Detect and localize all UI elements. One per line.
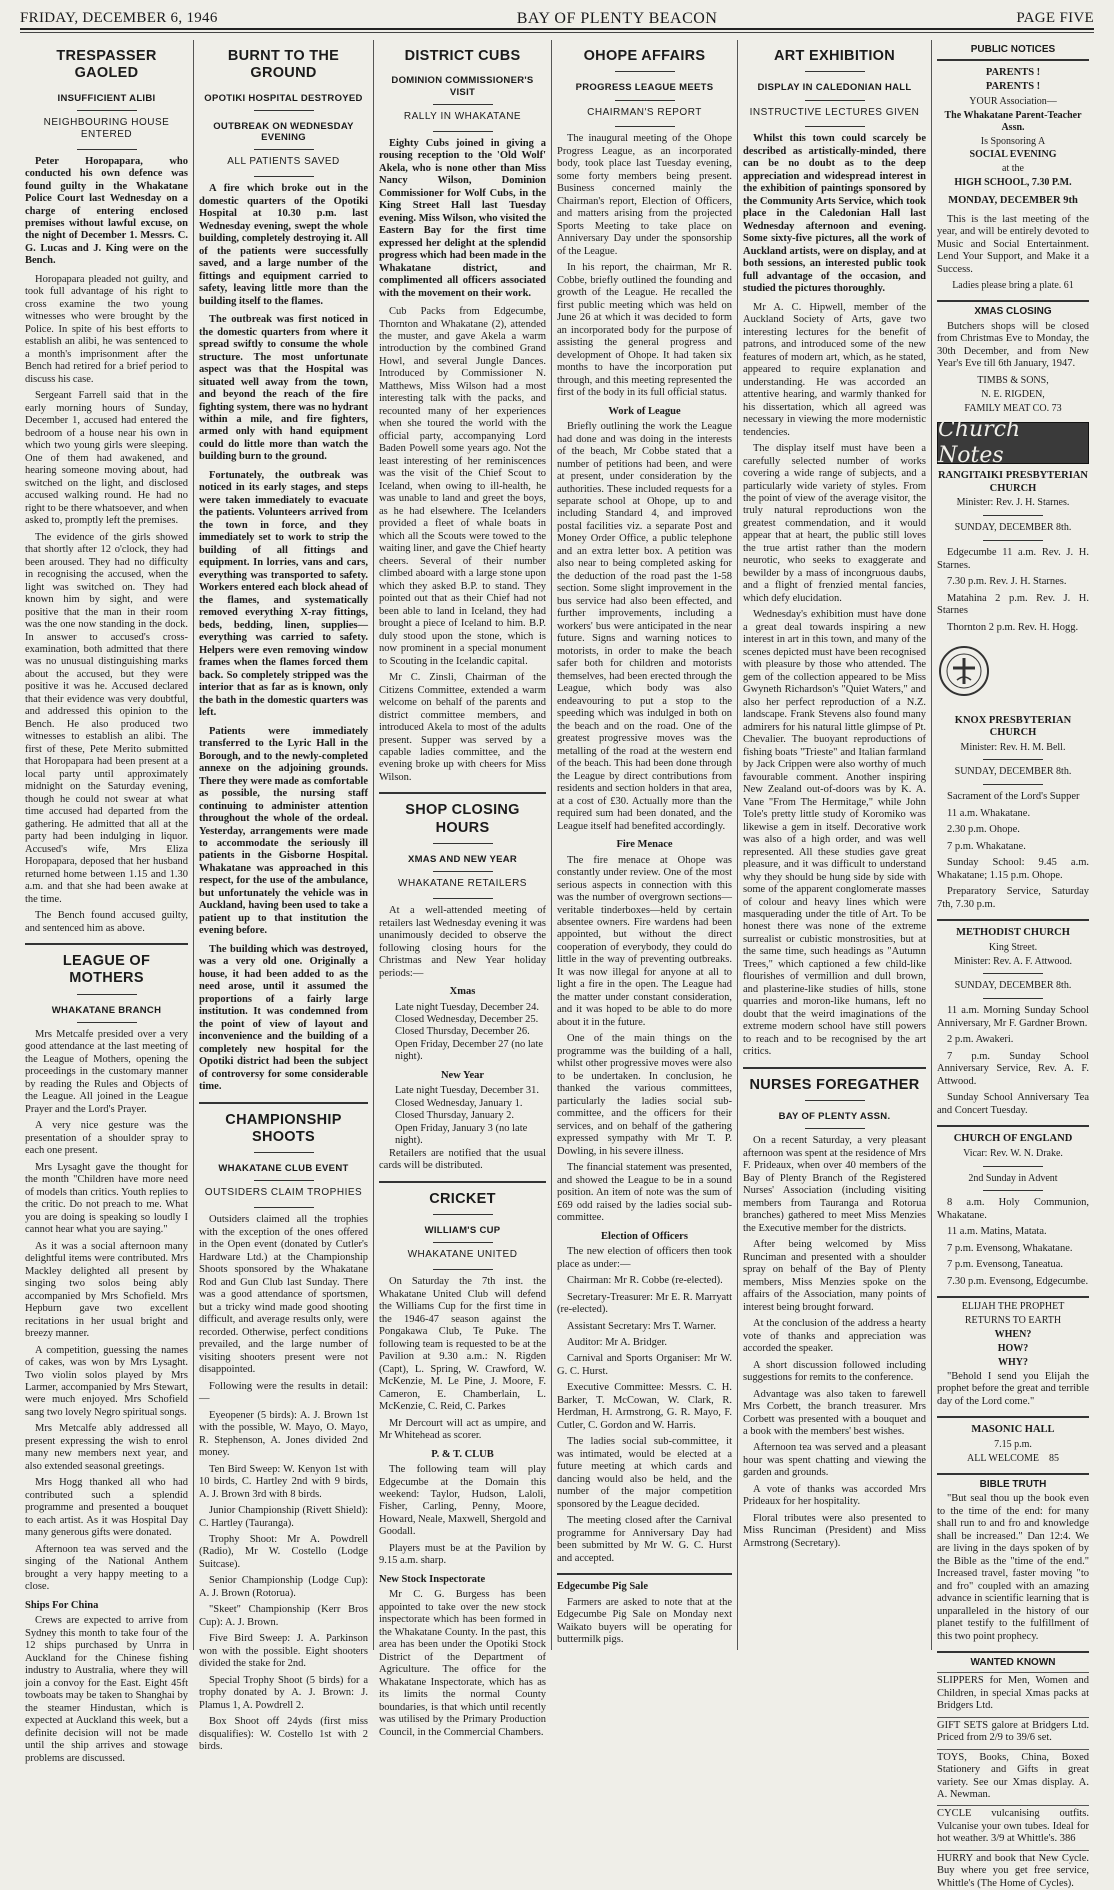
divider — [77, 149, 137, 150]
methodist-minister: Minister: Rev. A. F. Attwood. — [953, 955, 1072, 967]
church-notes-banner — [937, 417, 1089, 469]
ships-paragraph: Crews are expected to arrive from Sydney this month to take four of the 12 ships purchased by Unrra in Auckland for the Chinese fishing industry to Australia, where they will join a convoy for the East. Eight 45ft towboats may be taken to Shanghai by the steamer Hindustan, which is expected at Auckland this week, but a definite decision will not be made until the ship arrives and stowage problems are discussed. — [25, 1615, 188, 1764]
divider — [77, 110, 137, 111]
fire-subhead-2: OUTBREAK ON WEDNESDAY EVENING — [213, 120, 354, 144]
nurses-paragraph: Floral tributes were also presented to Miss Runciman (President) and Miss Armstrong (Secretary). — [743, 1512, 926, 1549]
pt-club-sidehead: P. & T. CLUB — [431, 1448, 494, 1460]
nurses-headline: NURSES FOREGATHER — [749, 1076, 920, 1093]
coe-line: 7 p.m. Evensong, Whakatane. — [947, 1242, 1073, 1254]
divider — [983, 1190, 1043, 1191]
art-paragraph: Mr A. C. Hipwell, member of the Auckland Society of Arts, gave two interesting lectures for the benefit of patrons, and introduced some of the new features of modern art, which, as he stated, appeared to require explanation and understanding. He was accorded an attentive hearing, and warmly thanked for his dissertation, which all agreed was necessary in viewing the more modernistic tendencies. — [743, 301, 926, 438]
masonic-welcome — [937, 1453, 1089, 1465]
rangitaiki-title: RANGITAIKI PRESBYTERIAN CHURCH — [937, 470, 1089, 494]
church-notes-title: Church Notes — [938, 417, 1021, 469]
classified-text: CYCLE vulcanising outfits. Vulcanise your own tubes. Ideal for hot weather. 3/9 at Whittle's. 386 — [937, 1808, 1089, 1845]
section-rule — [937, 1125, 1089, 1127]
cricket-paragraph: On Saturday the 7th inst. the Whakatane United Club will defend the Williams Cup for the first time in the 1946-47 season against the Pongakawa Club, Te Puke. The following team is requested to be at the Pavilion at 9.30 a.m.: N. Rigden (Capt), L. Spring, W. Crawford, W. McKenzie, M. Le Pine, J. Moore, F. Cameron, E. Chamberlain, L. McKenzie, C. Reid, C. Parkes — [379, 1276, 546, 1413]
new-year-line: Closed Thursday, January 2. — [395, 1110, 514, 1122]
nurses-paragraph: After being welcomed by Miss Runciman and presented with a shoulder spray on behalf of the Bay of Plenty members, Miss Menzies spoke on the affairs of the Association, many points of interest being brought forward. — [743, 1239, 926, 1313]
rangitaiki-line: 7.30 p.m. Rev. J. H. Starnes. — [947, 576, 1067, 588]
fire-lead: Patients were immediately transferred to the Lyric Hall in the Borough, and to the newly-completed annexe on the adjoining grounds. There they were made as comfortable as possible, the nursing staff continuing to administer attention throughout the whole of the ordeal. Yesterday, arrangements were made to accommodate the seriously ill patients in the Gisborne Hospital. Whakatane was approached in this respect, for the use of the ambulance, but unfortunately the vehicle was in Auckland, having been used to take a patient up to that institution the evening before. — [199, 725, 368, 937]
methodist-line: 7 p.m. Sunday School Anniversary Service, Rev. A. F. Attwood. — [937, 1050, 1089, 1087]
ohope-paragraph: The inaugural meeting of the Ohope Progress League, as an incorporated body, took place last Tuesday evening, some forty members being present. Business concerned mainly the Chairman's report, Election of Officers, and matters arising from the projected Sports Meeting to take place on Anniversary Day under the sponsorship of the League. — [557, 133, 732, 257]
classified-ad — [937, 1672, 1089, 1712]
classified-text: SLIPPERS for Men, Women and Children, in special Xmas packs at Bridgers Ltd. — [937, 1675, 1089, 1712]
league-paragraph: Mrs Metcalfe presided over a very good attendance at the last meeting of the League of Mothers, opening the proceedings in the customary manner by reading the Rules and Objects of the League. All joined in the League Prayer and the Lord's Prayer. — [25, 1028, 188, 1115]
shop-hours-note: Retailers are notified that the usual cards will be distributed. — [379, 1147, 546, 1172]
trespasser-paragraph: The evidence of the girls showed that shortly after 12 o'clock, they had been aroused. They had no difficulty in recognising the accused, when the light was switched on. They had known him by sight, and were positive that the man in their room was the one now standing in the dock. In answer to accused's cross-examination, both admitted that there was no unusual distinguishing marks about the accused, but they were positive it was he. Accused declared that their evidence was very doubtful, and addressed this opinion to the Bench. He also produced two witnesses to establish an alibi. The first of these, Pete Merito submitted that Horopapara had been present at a local party until approximately midnight on the Saturday evening, though he could not swear at what time accused had departed from the gathering. He admitted that all at the party had been indulging in liquor. Accused's wife, Mrs Eliza Horopapara, deposed that her husband returned home between 1.15 and 1.30 a.m. and that she had been awake at the time. — [25, 531, 188, 905]
new-year-line: Open Friday, January 3 (no late night). — [395, 1122, 528, 1147]
column-4 — [551, 40, 737, 1650]
section-rule — [199, 1102, 368, 1104]
parents-line: PARENTS ! — [985, 66, 1041, 78]
cricket-subhead-2: WHAKATANE UNITED — [407, 1249, 518, 1261]
divider — [254, 149, 314, 150]
divider — [433, 104, 493, 105]
section-rule — [937, 919, 1089, 921]
bible-truth-title: BIBLE TRUTH — [979, 1478, 1047, 1490]
fire-lead: Fortunately, the outbreak was noticed in its early stages, and steps were taken immediately to evacuate the patients. Volunteers arrived from the town in force, and they immediately set to work to strip the building of all fittings and equipment. In lorries, vans and cars, everything was transported to safety. Workers entered each block ahead of the flames, and systematically removed everything X-ray fittings, beds, bedding, linen, supplies—everything was carried to safety. Helpers were even removing window frames when the flames forced them back. So completely stripped was the interior that as far as is known, only the bath in the domestic quarters was left. — [199, 469, 368, 719]
election-line: Assistant Secretary: Mrs T. Warner. — [567, 1320, 717, 1332]
section-rule — [937, 1416, 1089, 1418]
pt-club-paragraph: The following team will play Edgecumbe at the Domain this weekend: Taylor, Hudson, Laloli, Fisher, Carling, Penny, Moore, Howard, Neale, Maxwell, Shergold and Goodall. — [379, 1464, 546, 1538]
shoots-subhead: WHAKATANE CLUB EVENT — [218, 1163, 349, 1175]
xmas-closing-signature: FAMILY MEAT CO. 73 — [964, 402, 1062, 414]
divider — [254, 1180, 314, 1181]
parents-footer: Ladies please bring a plate. 61 — [952, 280, 1074, 291]
divider — [983, 998, 1043, 999]
shoots-result: Box Shoot off 24yds (first miss disqualifies): W. Costello 1st with 2 birds. — [199, 1716, 368, 1753]
shoots-result: Five Bird Sweep: J. A. Parkinson won with the possible. Eight shooters divided the stake for 2nd. — [199, 1633, 368, 1670]
election-line: The ladies social sub-committee, it was intimated, would be elected at a future meeting at which cards and dancing would also be held, and the number of the major competition sponsored by the League decided. — [557, 1436, 732, 1510]
knox-line: Preparatory Service, Saturday 7th, 7.30 p.m. — [937, 886, 1089, 910]
divider — [254, 1152, 314, 1153]
cricket-paragraph: Mr Dercourt will act as umpire, and Mr Whitehead as scorer. — [379, 1417, 546, 1442]
nurses-paragraph: On a recent Saturday, a very pleasant afternoon was spent at the residence of Mrs F. Prideaux, when over 40 members of the Bay of Plenty Branch of the Registered Nurses' Association (including visiting members from Tauranga and Rotorua branches) gathered to meet Miss Menzies the Executive member for the districts. — [743, 1135, 926, 1234]
masonic-ad-number: 85 — [1048, 1452, 1059, 1464]
newspaper-name: BAY OF PLENTY BEACON — [516, 9, 718, 27]
work-sidehead: Work of League — [608, 405, 681, 417]
parents-line: at the — [1002, 163, 1024, 175]
divider — [433, 843, 493, 844]
election-line: Secretary-Treasurer: Mr E. R. Marryatt (re-elected). — [557, 1291, 732, 1316]
divider — [254, 1207, 314, 1208]
league-paragraph: Afternoon tea was served and the singing of the National Anthem brought a very happy meeting to a close. — [25, 1543, 188, 1593]
fire-headline: BURNT TO THE GROUND — [227, 48, 340, 82]
parents-line: The Whakatane Parent-Teacher Assn. — [944, 109, 1082, 133]
trespasser-subhead-2: NEIGHBOURING HOUSE ENTERED — [43, 116, 170, 140]
nurses-paragraph: A short discussion followed including suggestions for remits to the conference. — [743, 1359, 926, 1384]
knox-minister: Minister: Rev. H. M. Bell. — [960, 741, 1066, 753]
coe-line: 8 a.m. Holy Communion, Whakatane. — [937, 1197, 1089, 1221]
xmas-line: Late night Tuesday, December 24. — [395, 1001, 539, 1013]
ohope-headline: OHOPE AFFAIRS — [583, 48, 706, 64]
section-rule — [937, 1651, 1089, 1653]
league-paragraph: Mrs Lysaght gave the thought for the month "Children have more need of models than critics. Youth replies to the critic. Do not preach to me. What you are doing is speaking so loudly I cannot hear what you are saying." — [25, 1161, 188, 1236]
xmas-closing-title: XMAS CLOSING — [974, 305, 1052, 317]
classified-ad — [937, 1805, 1089, 1845]
classified-ad — [937, 1717, 1089, 1745]
section-rule — [937, 1296, 1089, 1298]
trespasser-paragraph: Sergeant Farrell said that in the early morning hours of Sunday, December 1, accused had entered the bedroom of a house near his own in which two young girls were sleeping. One of them had awakened, and hearing someone moving about, had switched on the light, and disclosed accused walking round. He had no right to be there whatsoever, and when asked to, promptly left the premises. — [25, 390, 188, 527]
rangitaiki-line: Thornton 2 p.m. Rev. H. Hogg. — [947, 621, 1079, 633]
rangitaiki-date: SUNDAY, DECEMBER 8th. — [954, 522, 1072, 534]
methodist-title: METHODIST CHURCH — [956, 927, 1070, 939]
elijah-line: ELIJAH THE PROPHET — [961, 1301, 1065, 1313]
column-5 — [737, 40, 931, 1650]
classified-ad — [937, 1850, 1089, 1890]
fire-menace-sidehead: Fire Menace — [616, 839, 673, 851]
public-notices-title: PUBLIC NOTICES — [970, 44, 1056, 55]
divider — [615, 71, 675, 72]
church-crest-icon — [937, 644, 991, 698]
divider — [805, 126, 865, 127]
divider — [805, 100, 865, 101]
divider — [983, 973, 1043, 974]
wanted-known-title: WANTED KNOWN — [970, 1657, 1056, 1669]
section-rule — [379, 1181, 546, 1183]
fire-menace-paragraph: One of the main things on the programme was the building of a hall, whilst other progressive moves were also to be undertaken. In conclusion, he thanked the various committees, particularly the ladies social sub-committee, and the officers for their services, and on behalf of the gathering expressed sympathy with Mr T. P. Dowling, in his severe illness. — [557, 1033, 732, 1157]
divider — [77, 1022, 137, 1023]
divider — [983, 784, 1043, 785]
trespasser-subhead: INSUFFICIENT ALIBI — [57, 92, 156, 104]
pt-club-paragraph: Players must be at the Pavilion by 9.15 a.m. sharp. — [379, 1542, 546, 1567]
xmas-closing-body: Butchers shops will be closed from Christmas Eve to Monday, the 30th December, and from New Year's Eve till 6th January, 1947. — [937, 320, 1089, 370]
trespasser-paragraph: The Bench found accused guilty, and sentenced him as above. — [25, 910, 188, 934]
art-headline: ART EXHIBITION — [773, 48, 895, 64]
divider — [433, 131, 493, 132]
cubs-headline: DISTRICT CUBS — [404, 48, 521, 64]
elijah-line: HOW? — [997, 1343, 1029, 1355]
cubs-lead: Eighty Cubs joined in giving a rousing reception to the 'Old Wolf' Akela, who is none other than Miss Nancy Wilson, Dominion Commissioner for Wolf Cubs, in the King Street Hall last Tuesday evening. Miss Wilson, who visited the Eastern Bay for the first time expressed her delight at the splendid progress which had been made in the Whakatane district, and complimented all officers associated with the movement on their work. — [379, 137, 546, 299]
masthead-rule — [20, 32, 1094, 33]
parents-date: MONDAY, DECEMBER 9th — [948, 195, 1078, 207]
section-rule — [25, 943, 188, 945]
parents-line: HIGH SCHOOL, 7.30 P.M. — [954, 177, 1072, 189]
league-paragraph: As it was a social afternoon many delightful items were contributed. Mrs Mackley delighted all present by singing two solos being ably accompanied by Mrs Schofield. Mrs Hepburn gave two excellent recitations in her usual bright and breezy manner. — [25, 1240, 188, 1340]
trespasser-headline: TRESPASSER GAOLED — [56, 48, 157, 82]
knox-line: Sacrament of the Lord's Supper — [947, 791, 1080, 803]
xmas-line: Closed Wednesday, December 25. — [395, 1014, 539, 1025]
rangitaiki-minister: Minister: Rev. J. H. Starnes. — [956, 497, 1070, 509]
art-subhead-2: INSTRUCTIVE LECTURES GIVEN — [749, 106, 920, 118]
shop-hours-headline: SHOP CLOSING HOURS — [405, 802, 520, 836]
column-6 — [931, 40, 1094, 1889]
xmas-sidehead: Xmas — [449, 986, 476, 998]
league-paragraph: Mrs Hogg thanked all who had contributed such a splendid programme and presented a bouquet to each artist. As it was Hospital Day many generous gifts were donated. — [25, 1477, 188, 1539]
bible-truth-body: "But seal thou up the book even to the time of the end: for many shall run to and fro and knowledge shall be increased." Dan 12:4. We are living in the days spoken of by the Bible as the "time of the end." Increased travel, faster moving "to and fro" coupled with an amazing advance in scientific learning that is unparalleled in the history of our planet testify to the fulfillment of this two point prophecy. — [937, 1493, 1089, 1642]
classified-text: HURRY and book that New Cycle. Buy where you get free service, Whittle's (The Home of Cycles). — [937, 1852, 1089, 1889]
methodist-date: SUNDAY, DECEMBER 8th. — [954, 980, 1072, 992]
divider — [254, 110, 314, 111]
classified-text: GIFT SETS galore at Bridgers Ltd. Priced from 2/9 to 39/6 set. — [937, 1719, 1089, 1744]
section-rule — [937, 1473, 1089, 1475]
nurses-paragraph: A vote of thanks was accorded Mrs Prideaux for her hospitality. — [743, 1483, 926, 1508]
masonic-title: MASONIC HALL — [971, 1424, 1055, 1436]
new-year-sidehead: New Year — [440, 1069, 485, 1081]
xmas-closing-signature: TIMBS & SONS, — [977, 374, 1049, 386]
column-3 — [373, 40, 551, 1738]
election-line: Chairman: Mr R. Cobbe (re-elected). — [567, 1275, 723, 1287]
methodist-line: 11 a.m. Morning Sunday School Anniversary, Mr F. Gardner Brown. — [937, 1005, 1089, 1029]
coe-vicar: Vicar: Rev. W. N. Drake. — [963, 1147, 1063, 1159]
coe-title: CHURCH OF ENGLAND — [953, 1133, 1073, 1145]
election-sidehead: Election of Officers — [601, 1230, 688, 1242]
column-1 — [20, 40, 193, 1764]
election-line: The meeting closed after the Carnival programme for Anniversary Day had been submitted by Mr W. G. C. Hurst and accepted. — [557, 1515, 732, 1564]
classified-ad — [937, 1749, 1089, 1802]
divider — [983, 759, 1043, 760]
shoots-subhead-2: OUTSIDERS CLAIM TROPHIES — [204, 1187, 363, 1199]
section-rule — [743, 1067, 926, 1069]
methodist-address: King Street. — [988, 941, 1038, 953]
ohope-subhead-2: CHAIRMAN'S REPORT — [587, 106, 702, 118]
divider — [433, 871, 493, 872]
coe-line: 11 a.m. Matins, Matata. — [947, 1226, 1047, 1238]
rangitaiki-line: Edgecumbe 11 a.m. Rev. J. H. Starnes. — [937, 547, 1089, 571]
knox-line: Sunday School: 9.45 a.m. Whakatane; 1.15 p.m. Ohope. — [937, 857, 1089, 881]
fire-lead: The outbreak was first noticed in the domestic quarters from where it spread swiftly to consume the whole structure. The most unfortunate aspect was that the Hospital was situated well away from the town, and beyond the reach of the fire fighting system, there was no hydrant within a mile, and fire fighters, armed only with hand equipment could do little more than watch the building burn to the ground. — [199, 314, 368, 463]
ohope-subhead: PROGRESS LEAGUE MEETS — [575, 82, 714, 94]
nurses-paragraph: At the conclusion of the address a hearty vote of thanks and appreciation was accorded the speaker. — [743, 1318, 926, 1355]
elijah-line: WHEN? — [994, 1329, 1032, 1341]
shoots-result: Eyeopener (5 birds): A. J. Brown 1st with the possible, W. Mayo, O. Mayo, R. Stephenson, A. Jones divided 2nd money. — [199, 1409, 368, 1459]
shop-hours-paragraph: At a well-attended meeting of retailers last Wednesday evening it was unanimously decided to observe the following closing hours for the Christmas and New Year holiday periods:— — [379, 905, 546, 979]
new-year-line: Late night Tuesday, December 31. — [395, 1085, 539, 1097]
coe-line: 7.30 p.m. Evensong, Edgecumbe. — [947, 1275, 1089, 1287]
parents-line: YOUR Association— — [969, 95, 1057, 107]
shoots-result: Senior Championship (Lodge Cup): A. J. Brown (Rotorua). — [199, 1575, 368, 1599]
divider — [77, 994, 137, 995]
fire-menace-paragraph: The financial statement was presented, and showed the League to be in a sound position. An item of note was the sum of £69 odd raised by the ladies social sub-committee. — [557, 1162, 732, 1224]
fire-subhead: OPOTIKI HOSPITAL DESTROYED — [204, 92, 363, 104]
shoots-result: Junior Championship (Rivett Shield): C. Hartley (Tauranga). — [199, 1505, 368, 1529]
divider — [983, 515, 1043, 516]
art-subhead: DISPLAY IN CALEDONIAN HALL — [757, 82, 912, 94]
rangitaiki-line: Matahina 2 p.m. Rev. J. H. Starnes — [937, 592, 1089, 617]
art-paragraph: Wednesday's exhibition must have done a great deal towards inspiring a new interest in art in this town, and many of the scenes depicted must have been recognised with pleasure by those who attended. The gem of the collection appeared to be Miss Gwyneth Richardson's "Quiet Waters," and also her perfect reproduction of a N.Z. landscape. Frank Stevens also found many admirers for his natural little glimpse of Pt. Chevalier. The buoyant reproductions of fishing boats "Trieste" and Italian farmland by Jack Crippen were also worthy of much favourable comment. Another inspiring New Zealand out-of-doors was by K. A. Vane "From The Hermitage," while John Tole's pretty little study of Koromiko was likewise a gem in itself. Decorative work was also of a high order, and was well represented. All these studies gave great pleasure, and it was difficult to understand why they should be hung side by side with some of the apparent conglomerate masses of colour and heavy lines which were masquerading under the title of Art. To be honest there was none of the extreme surrealist or cubistic monstrosities, but at the same time, such headings as "Autumn Trees," which captioned a few child-like flourishes of vermillion and dull brown, and plasterine-like studies of hills, stone quarries and moron-like humans, left no doubt that the weird imaginations of the extreme modern school have still powers to reach and to be recognised by the art critics. — [743, 609, 926, 1058]
xmas-line: Closed Thursday, December 26. — [395, 1026, 530, 1038]
cricket-subhead: WILLIAM'S CUP — [424, 1225, 501, 1237]
divider — [805, 1100, 865, 1101]
election-line: Carnival and Sports Organiser: Mr W. G. C. Hurst. — [557, 1353, 732, 1377]
knox-line: 7 p.m. Whakatane. — [947, 840, 1026, 852]
section-rule — [937, 59, 1089, 61]
election-line: Executive Committee: Messrs. C. H. Barker, T. McCowan, W. Clark, R. Herdman, H. Armstrong, G. R. Mayo, F. Cutler, C. Gordon and W. Harris. — [557, 1382, 732, 1431]
league-headline: LEAGUE OF MOTHERS — [62, 953, 151, 987]
nurses-paragraph: Advantage was also taken to farewell Mrs Corbett, the branch treasurer. Mrs Corbett was presented with a bouquet and a book with the members' best wishes. — [743, 1388, 926, 1437]
xmas-closing-signature: N. E. RIGDEN, — [981, 388, 1045, 400]
parents-line: SOCIAL EVENING — [969, 149, 1057, 161]
trespasser-lead: Peter Horopapara, who conducted his own defence was found guilty in the Whakatane Police Court last Wednesday on a charge of entering enclosed premises without lawful excuse, on the night of December 1. Messrs. C. G. Lucas and J. King were on the Bench. — [25, 155, 188, 267]
masthead — [20, 8, 1094, 30]
shoots-result: Ten Bird Sweep: W. Kenyon 1st with 10 birds, C. Hartley 2nd with 9 birds, A. J. Brown 3rd with 8 birds. — [199, 1463, 368, 1500]
league-paragraph: A competition, guessing the names of cakes, was won by Mrs Lysaght. Two violin solos played by Mrs Larmer, accompanied by Mrs Stewart, were much enjoyed. Mrs Schofield sang two lovely Negro spiritual songs. — [25, 1344, 188, 1418]
divider — [433, 898, 493, 899]
shoots-result: "Skeet" Championship (Kerr Bros Cup): A. J. Brown. — [199, 1604, 368, 1628]
cubs-subhead-2: RALLY IN WHAKATANE — [403, 110, 522, 122]
art-paragraph: The display itself must have been a carefully selected number of works covering a wide range of subjects, and a particularly wide variety of styles. From the point of view of the average visitor, the truly natural reproductions won the greatest commendation, and it would appear that at heart, the public still loves the true artist rather than the modern neurotic, who seeks to exaggerate and bewilder by a mass of incongruous daubs, and a flight of frenzied mental fancies, which defy elucidation. — [743, 443, 926, 604]
parents-body: This is the last meeting of the year, and will be entirely devoted to Music and Social Entertainment. Lend Your Support, and Make it a Success. — [937, 213, 1089, 275]
divider — [615, 100, 675, 101]
shoots-headline: CHAMPIONSHIP SHOOTS — [225, 1111, 342, 1145]
pig-sale-paragraph: Farmers are asked to note that at the Edgecumbe Pig Sale on Monday next Waikato buyers will be operating for buttermilk pigs. — [557, 1596, 732, 1646]
knox-line: 2.30 p.m. Ohope. — [947, 824, 1020, 836]
league-paragraph: Mrs Metcalfe ably addressed all present expressing the wish to enrol many new members next year, and also extended seasonal greetings. — [25, 1423, 188, 1472]
divider — [433, 1269, 493, 1270]
divider — [805, 71, 865, 72]
elijah-line: RETURNS TO EARTH — [964, 1315, 1062, 1327]
cricket-headline: CRICKET — [429, 1190, 496, 1207]
stock-sidehead: New Stock Inspectorate — [379, 1573, 486, 1585]
coe-date: 2nd Sunday in Advent — [968, 1172, 1058, 1184]
stock-paragraph: Mr C. G. Burgess has been appointed to take over the new stock inspectorate which has been formed in the Whakatane County. In the past, this area has been under the Opotiki Stock District of the Department of Agriculture. The office for the Whakatane Inspectorate, which has as its limits the normal County boundaries, is that which until recently was utilised by the Primary Production Council, in the Commercial Chambers. — [379, 1589, 546, 1738]
nurses-subhead: BAY OF PLENTY ASSN. — [778, 1111, 891, 1123]
coe-line: 7 p.m. Evensong, Taneatua. — [947, 1259, 1064, 1271]
methodist-line: 2 p.m. Awakeri. — [947, 1034, 1014, 1046]
masonic-time: 7.15 p.m. — [994, 1438, 1032, 1450]
shop-hours-subhead: XMAS AND NEW YEAR — [407, 853, 518, 865]
election-line: Auditor: Mr A. Bridger. — [567, 1337, 668, 1348]
fire-subhead-3: ALL PATIENTS SAVED — [227, 156, 340, 168]
masonic-welcome-text: ALL WELCOME — [967, 1452, 1039, 1464]
trespasser-paragraph: Horopapara pleaded not guilty, and took full advantage of his right to cross examine the two young witnesses who were brought by the Police. In spite of his best efforts to establish an alibi, he was sentenced to a month's imprisonment after the Bench had retired for a brief period to discuss his case. — [25, 273, 188, 385]
shoots-paragraph: Outsiders claimed all the trophies with the exception of the ones offered in the Open event (donated by Cutler's Hardware Ltd.) at the Championship Shoots sponsored by the Whakatane Rod and Gun Club last Sunday. There was a good attendance of sportsmen, but a tricky wind made good shooting difficult, and average results only, were recorded. Otherwise, perfect conditions prevailed, and the large number of visiting shooters present were not disappointed. — [199, 1214, 368, 1376]
issue-date: FRIDAY, DECEMBER 6, 1946 — [20, 10, 218, 27]
league-paragraph: A very nice gesture was the presentation of a shoulder spray to each one present. — [25, 1120, 188, 1157]
shop-hours-subhead-2: WHAKATANE RETAILERS — [398, 878, 527, 890]
methodist-line: Sunday School Anniversary Tea and Concert Tuesday. — [937, 1092, 1089, 1116]
league-subhead: WHAKATANE BRANCH — [51, 1004, 162, 1016]
page-number: PAGE FIVE — [1016, 10, 1094, 27]
knox-date: SUNDAY, DECEMBER 8th. — [954, 766, 1072, 778]
section-rule — [557, 1573, 732, 1575]
fire-lead: A fire which broke out in the domestic quarters of the Opotiki Hospital at 10.30 p.m. last Wednesday evening, swept the whole building, completely destroying it. All of the patients were successfully saved, and a large number of the fittings and equipment carried to safety, leaving little more than the building itself to the flames. — [199, 183, 368, 307]
divider — [805, 1128, 865, 1129]
pig-sale-sidehead: Edgecumbe Pig Sale — [557, 1581, 648, 1593]
divider — [254, 176, 314, 177]
cubs-paragraph: Cub Packs from Edgecumbe, Thornton and Whakatane (2), attended the muster, and gave Akela a warm introduction by the combined Grand Howl, and several Jungle Dances. Introduced by Commissioner N. Matthews, Miss Wilson had a most interesting talk with the packs, and recounted many of her experiences when she toured the world with the official party, accompanying Lord Baden Powell some years ago. Not the least interesting of her reminiscences was the visit of the Chief Scout to Iceland, when owing to ill-health, he was unable to land and greet the boys, as he had elsewhere. The Icelanders provided a fleet of whale boats in which all the Scouts were towed to the waiting liner, and gave the Chief hearty cheers. Several of their number climbed aboard with a large stone upon which they asked B.P. to stand. They pointed out that as their Chief had not been able to land in Iceland, they had brought a piece of Iceland to him. B.P. duly stood upon the stone, which is now prominent in a special monument to Scouting in the Icelandic capital. — [379, 306, 546, 667]
nurses-paragraph: Afternoon tea was served and a pleasant hour was spent chatting and viewing the garden and grounds. — [743, 1442, 926, 1479]
fire-menace-paragraph: The fire menace at Ohope was constantly under review. One of the most serious aspects in connection with this was the number of overgrown sections—veritable tinderboxes—held by certain absentee owners. Fire wardens had been appointed, but without the direct cooperation of everybody, they could do little in the way of preventing outbreaks. It was now illegal for anyone at all to light a fire in the open. The League had the matter under constant consideration, and it was hoped to be able to do more about it in the future. — [557, 854, 732, 1028]
cubs-paragraph: Mr C. Zinsli, Chairman of the Citizens Committee, extended a warm welcome on behalf of the parents and district committee members, and introduced Akela to most of the adults present. Supper was served by a capable ladies committee, and the evening broke up with cheers for Miss Wilson. — [379, 672, 546, 783]
divider — [433, 1242, 493, 1243]
elijah-body: "Behold I send you Elijah the prophet before the great and terrible day of the Lord come." — [937, 1370, 1089, 1407]
art-lead: Whilst this town could scarcely be described as artistically-minded, there can be no doubt as to the deep appreciation and widespread interest in the exhibition of paintings sponsored by the Community Arts Service, which took place in the Caledonian Hall last Wednesday afternoon and evening. Some sixty-five pictures, all the work of Auckland artists, were on display, and at both sessions, an interested public took full advantage of the occasion, and studied the pictures thoroughly. — [743, 133, 926, 295]
divider — [983, 1166, 1043, 1167]
parents-line: PARENTS ! — [985, 81, 1041, 93]
knox-title: KNOX PRESBYTERIAN CHURCH — [954, 714, 1072, 739]
divider — [615, 126, 675, 127]
classified-text: TOYS, Books, China, Boxed Stationery and Gifts in great variety. See our Xmas display. A. A. Newman. — [937, 1751, 1089, 1800]
shoots-result: Trophy Shoot: Mr A. Powdrell (Radio), Mr W. Costello (Lodge Suitcase). — [199, 1533, 368, 1570]
ships-sidehead: Ships For China — [25, 1599, 99, 1611]
section-rule — [937, 300, 1089, 302]
divider — [983, 540, 1043, 541]
new-year-line: Closed Wednesday, January 1. — [395, 1097, 523, 1109]
knox-line: 11 a.m. Whakatane. — [947, 807, 1031, 819]
cubs-subhead: DOMINION COMMISSIONER'S VISIT — [391, 75, 534, 98]
elijah-line: WHY? — [998, 1356, 1028, 1368]
xmas-line: Open Friday, December 27 (no late night). — [395, 1038, 544, 1063]
section-rule — [379, 792, 546, 794]
work-paragraph: Briefly outlining the work the League had done and was doing in the interests of the beach, Mr Cobbe stated that a number of petitions had been, and were at present, under consideration by the authorities. These included requests for a separate school at Ohope, up to and including Standard 4, and improved postal facilities viz. a separate Post and Money Order Office, a public telephone and an extra letter box. A petition was also near to being completed asking for the deduction of the road past the 1-58 section. Some slight improvement in the bus service had also been effected, and further improvements, including a workers' bus were anticipated in the near future. Signs and warning notices to motorists, in order to make the beach safer both for children and motorists themselves, had been erected through the League, which body was also endeavouring to put a stop to the speeding which was indulged in both on the beach and on the road. One of the greatest progressive moves was the metalling of the road at the western end of the beach. This had been done through the League by direct contributions from residents and section holders in that area, at a cost of £30. Actually more than the required sum had been donated, and the League itself had benefited accordingly. — [557, 421, 732, 832]
divider — [433, 1214, 493, 1215]
fire-lead: The building which was destroyed, was a very old one. Originally a house, it had been added to as the need arose, until it assumed the proportions of a fairly large institution. It was condemned from the point of view of layout and inconvenience and the building of a completely new hospital for the Opotiki district had been the subject of controversy for some considerable time. — [199, 943, 368, 1093]
ohope-paragraph: In his report, the chairman, Mr R. Cobbe, briefly outlined the founding and growth of the League. He recalled the first public meeting which was held on June 26 at which it was decided to form an incorporated body for the purpose of assisting the general progress and development of Ohope. It had taken six months to have the incorporation put through, and this meeting represented the first of the body in its full official status. — [557, 262, 732, 399]
shoots-paragraph: Following were the results in detail:— — [199, 1380, 368, 1405]
parents-line: Is Sponsoring A — [980, 135, 1046, 147]
election-line: The new election of officers then took place as under:— — [557, 1246, 732, 1270]
shoots-result: Special Trophy Shoot (5 birds) for a trophy donated by A. J. Brown: J. Plamus 1, A. Powdrell 2. — [199, 1674, 368, 1711]
column-2 — [193, 40, 373, 1753]
